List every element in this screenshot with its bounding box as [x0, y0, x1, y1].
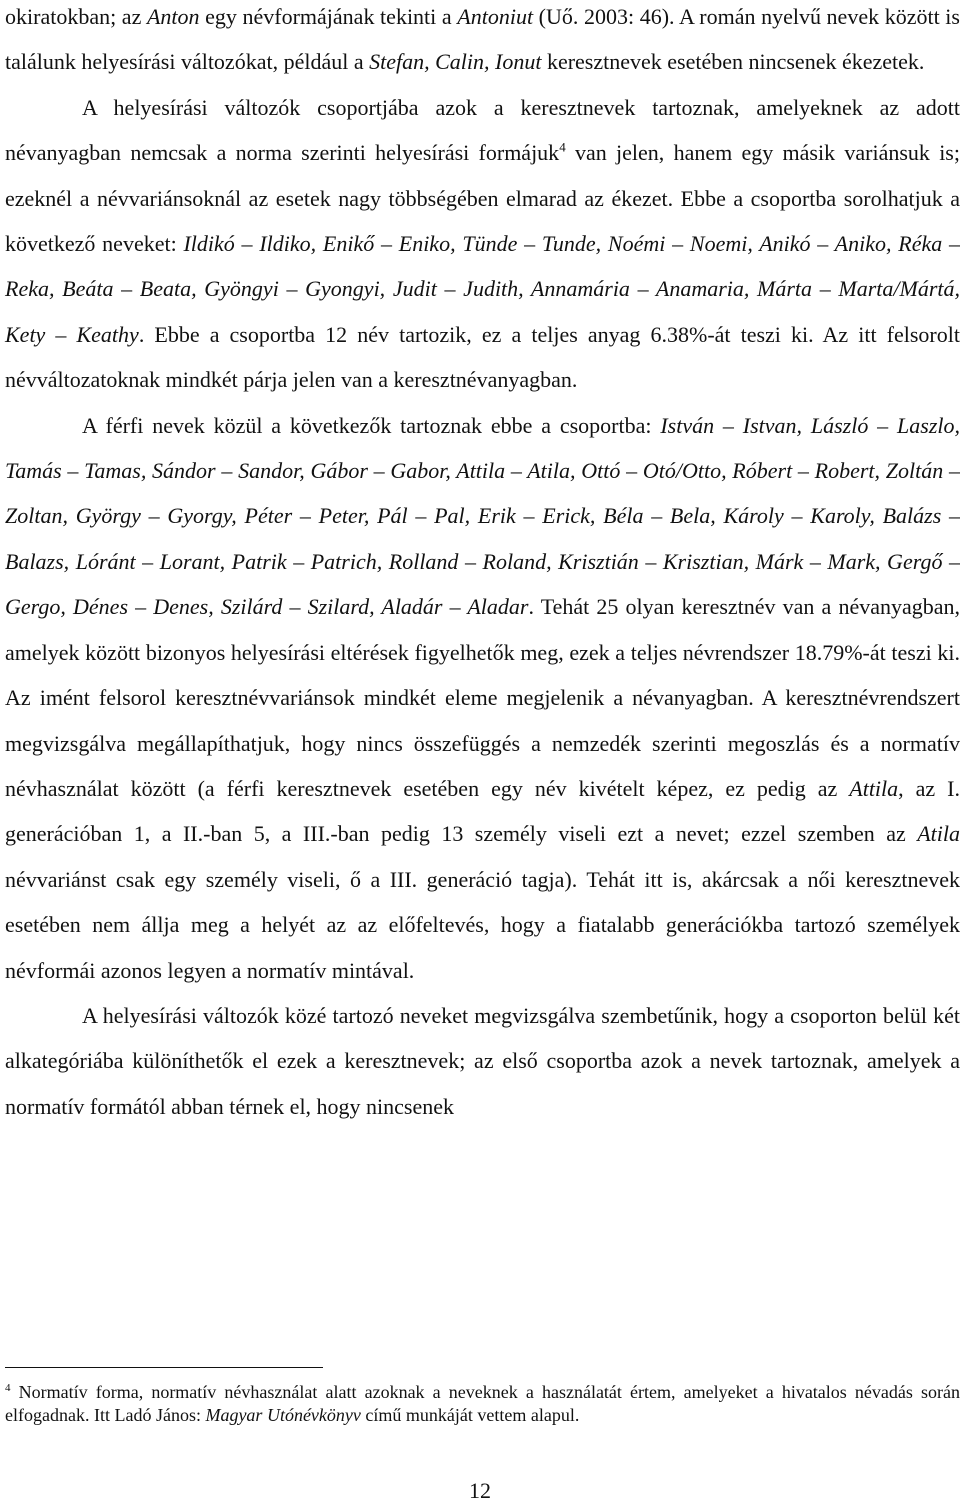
text-run: című munkáját vettem alapul. [360, 1405, 580, 1425]
text-run: névvariánst csak egy személy viseli, ő a III. generáció tagja). Tehát itt is, akárcsak a női keresztnevek esetében nem állja meg a helyét az az előfeltevés, hogy a fiatalabb generációkba tartozó személyek névformái azonos legyen a normatív mintával. [5, 866, 960, 983]
italic-run: Attila [849, 775, 899, 801]
text-run: (Uő. 2003: 46). A román nyelvű nevek között is találunk helyesírási változókat, például a [5, 4, 960, 75]
text-run: A helyesírási változók csoportjába azok a keresztnevek tartoznak, amelyeknek az adott névanyagban nemcsak a norma szerinti helyesírási formájuk [5, 94, 960, 166]
page-number: 12 [469, 1478, 491, 1503]
italic-run: Ildikó – Ildiko, Enikő – Eniko, Tünde – Tunde, Noémi – Noemi, Anikó – Aniko, Réka – Reka, Beáta – Beata, Gyöngyi – Gyongyi, Judit – Judith, Annamária – Anamaria, Márta – Marta/Mártá, Kety – Keathy [5, 231, 960, 347]
text-run: Normatív forma, normatív névhasználat alatt azoknak a neveknek a használatát értem, amelyeket a hivatalos névadás során elfogadnak. Itt Ladó János: [5, 1382, 960, 1425]
italic-run: Magyar Utónévkönyv [205, 1405, 361, 1425]
italic-run: Atila [917, 821, 960, 847]
footnote [5, 1381, 960, 1427]
italic-run: István – Istvan, László – Laszlo, Tamás – Tamas, Sándor – Sandor, Gábor – Gabor, Attila – Atila, Ottó – Otó/Otto, Róbert – Robert, Zoltán – Zoltan, György – Gyorgy, Péter – Peter, Pál – Pal, Erik – Erick, Béla – Bela, Károly – Karoly, Balázs – Balazs, Lóránt – Lorant, Patrik – Patrich, Rolland – Roland, Krisztián – Krisztian, Márk – Mark, Gergő – Gergo, Dénes – Denes, Szilárd – Szilard, Aladár – Aladar [5, 412, 960, 620]
footnote-number: 4 [5, 1382, 11, 1394]
italic-run: Anton [146, 4, 200, 29]
text-run: A helyesírási változók közé tartozó neveket megvizsgálva szembetűnik, hogy a csoporton belül két alkategóriába különíthetők el ezek a keresztnevek; az első csoportba azok a nevek tartoznak, amelyek a normatív formától abban térnek el, hogy nincsenek [5, 1002, 960, 1119]
text-run: A férfi nevek közül a következők tartoznak ebbe a csoportba: [82, 412, 661, 438]
footnote-body [5, 1382, 960, 1425]
text-run: , az I. generációban 1, a II.-ban 5, a III.-ban pedig 13 személy viseli ezt a nevet; ezzel szemben az [5, 775, 960, 847]
text-run: egy névformájának tekinti a [199, 4, 458, 29]
footnote-text [5, 1381, 960, 1427]
text-run: keresztnevek esetében nincsenek ékezetek. [541, 49, 925, 75]
paragraph-4 [5, 993, 960, 1129]
text-run: . Tehát 25 olyan keresztnév van a névanyagban, amelyek között bizonyos helyesírási eltérések figyelhetők meg, ezek a teljes névrendszer 18.79%-át teszi ki. Az imént felsorol keresztnévvariánsok mindkét eleme megjelenik a névanyagban. A keresztnévrendszert megvizsgálva megállapíthatjuk, hogy nincs összefüggés a nemzedék szerinti megoszlás és a normatív névhasználat között (a férfi keresztnevek esetében egy név kivételt képez, ez pedig az [5, 594, 960, 801]
text-run: . Ebbe a csoportba 12 név tartozik, ez a teljes anyag 6.38%-át teszi ki. Az itt felsorolt névváltozatoknak mindkét párja jelen van a keresztnévanyagban. [5, 321, 960, 393]
text-run: okiratokban; az [5, 4, 147, 29]
paragraph-3 [5, 403, 960, 993]
italic-run: Antoniut [457, 4, 534, 29]
document-body [5, 0, 960, 1129]
paragraph-1 [5, 0, 960, 85]
footnote-reference: 4 [559, 139, 566, 155]
paragraph-2 [5, 85, 960, 403]
text-run: van jelen, hanem egy másik variánsuk is; ezeknél a névvariánsoknál az esetek nagy többségében elmarad az ékezet. Ebbe a csoportba sorolhatjuk a következő neveket: [5, 140, 960, 257]
italic-run: Stefan, Calin, Ionut [369, 49, 542, 75]
footnote-separator [5, 1367, 323, 1368]
